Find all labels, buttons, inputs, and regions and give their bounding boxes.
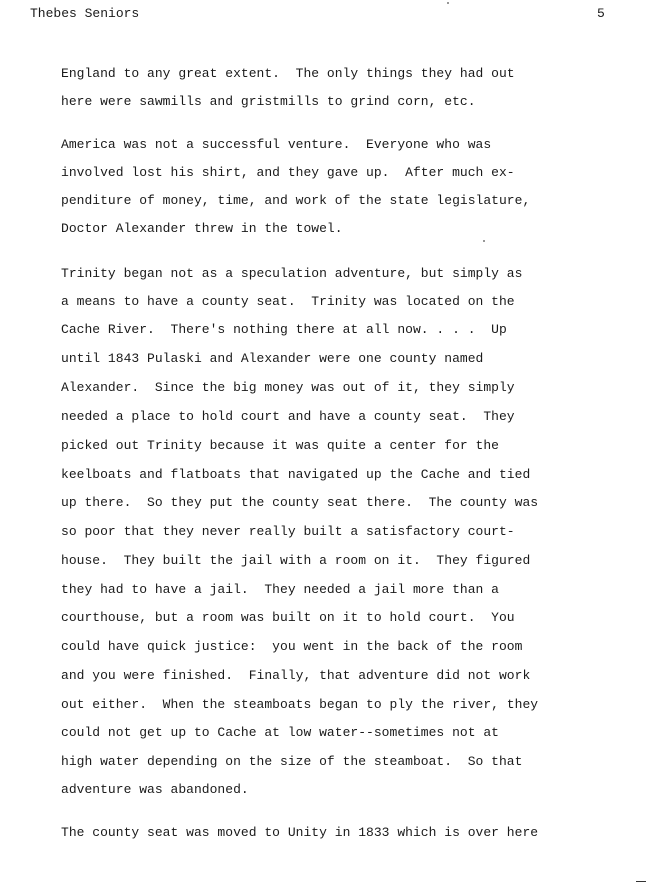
- scan-speck: [447, 2, 449, 4]
- text-line: out either. When the steamboats began to ply the river, they: [61, 697, 539, 712]
- scan-mark: [636, 881, 646, 882]
- text-line: they had to have a jail. They needed a jail more than a: [61, 582, 499, 597]
- text-line: courthouse, but a room was built on it to hold court. You: [61, 610, 515, 625]
- text-line: penditure of money, time, and work of the state legislature,: [61, 193, 531, 208]
- text-line: house. They built the jail with a room on it. They figured: [61, 553, 531, 568]
- text-line: here were sawmills and gristmills to grind corn, etc.: [61, 94, 476, 109]
- text-line: high water depending on the size of the steamboat. So that: [61, 754, 523, 769]
- text-line: Cache River. There's nothing there at all now. . . . Up: [61, 322, 507, 337]
- text-line: a means to have a county seat. Trinity was located on the: [61, 294, 515, 309]
- text-line: and you were finished. Finally, that adventure did not work: [61, 668, 531, 683]
- text-line: keelboats and flatboats that navigated up the Cache and tied: [61, 467, 531, 482]
- text-line: America was not a successful venture. Everyone who was: [61, 137, 492, 152]
- text-line: needed a place to hold court and have a county seat. They: [61, 409, 515, 424]
- text-line: England to any great extent. The only things they had out: [61, 66, 515, 81]
- text-line: adventure was abandoned.: [61, 782, 249, 797]
- text-line: involved lost his shirt, and they gave up. After much ex-: [61, 165, 515, 180]
- text-line: picked out Trinity because it was quite a center for the: [61, 438, 499, 453]
- text-line: Doctor Alexander threw in the towel.: [61, 221, 343, 236]
- running-header-title: Thebes Seniors: [30, 6, 140, 21]
- text-line: Trinity began not as a speculation adventure, but simply as: [61, 266, 523, 281]
- page-number: 5: [597, 6, 605, 21]
- text-line: Alexander. Since the big money was out of it, they simply: [61, 380, 515, 395]
- text-line: up there. So they put the county seat there. The county was: [61, 495, 539, 510]
- text-line: until 1843 Pulaski and Alexander were one county named: [61, 351, 484, 366]
- text-line: could not get up to Cache at low water--sometimes not at: [61, 725, 499, 740]
- scan-speck: [483, 240, 485, 242]
- text-line: could have quick justice: you went in the back of the room: [61, 639, 523, 654]
- text-line: so poor that they never really built a satisfactory court-: [61, 524, 515, 539]
- text-line: The county seat was moved to Unity in 1833 which is over here: [61, 825, 539, 840]
